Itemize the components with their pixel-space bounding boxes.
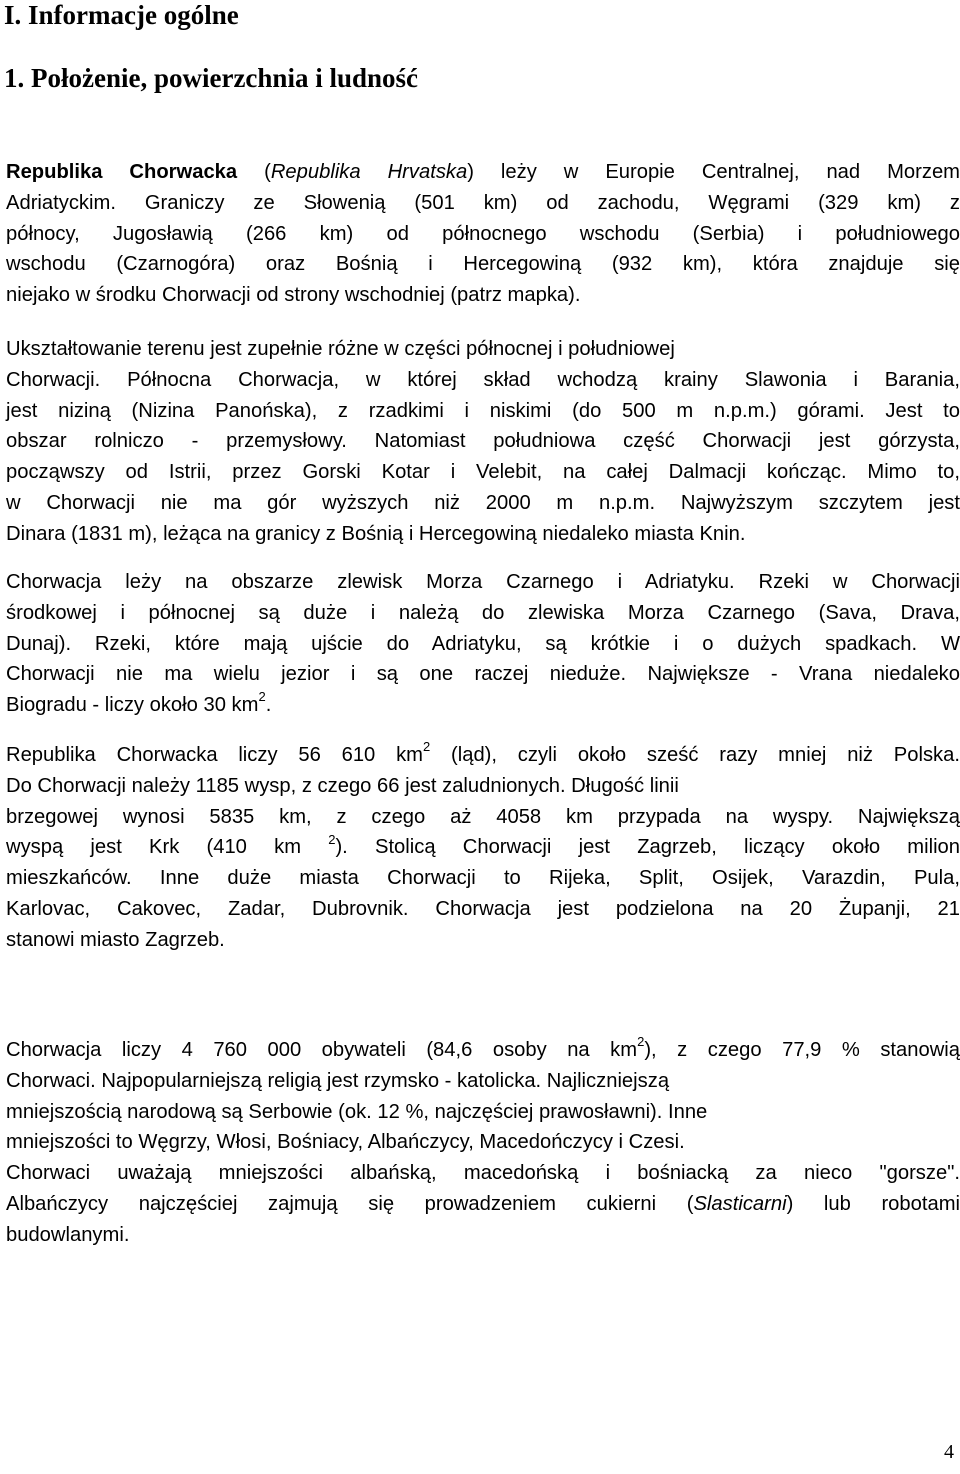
text-line: Do Chorwacji należy 1185 wysp, z czego 66 jest zaludnionych. Długość linii [6,774,679,797]
text-line: brzegowej wynosi 5835 km, z czego aż 4058 km przypada na wyspy. Największą [6,805,960,828]
text-line: stanowi miasto Zagrzeb. [6,928,225,951]
text-fragment: Albańczycy najczęściej zajmują się prowadzeniem cukierni ( [6,1192,694,1215]
text-line: Chorwacji. Północna Chorwacja, w której skład wchodzą krainy Slawonia i Barania, [6,368,960,391]
text-line: Adriatyckim. Graniczy ze Słowenią (501 km) od zachodu, Węgrami (329 km) z [6,191,960,214]
text-fragment: Republika Chorwacka liczy 56 610 km [6,744,423,766]
native-name: Republika Hrvatska [270,161,468,183]
text-fragment: ( [237,161,271,183]
text-line: obszar rolniczo - przemysłowy. Natomiast południowa część Chorwacji jest górzysta, [6,430,960,453]
text-line: Dunaj). Rzeki, które mają ujście do Adriatyku, są krótkie i o dużych spadkach. W [6,632,960,655]
text-line: Chorwacji nie ma wielu jezior i są one raczej niedużе. Największe - Vrana niedaleko [6,663,960,686]
text-line [6,690,960,721]
text-line: Ukształtowanie terenu jest zupełnie różne w części północnej i południowej [6,338,675,360]
text-line [6,157,960,188]
superscript: 2 [637,1034,645,1050]
text-line: niejako w środku Chorwacji od strony wschodniej (patrz mapka). [6,284,581,307]
text-fragment: (ląd), czyli około sześć razy mniej niż Polska. [430,744,960,766]
superscript: 2 [422,739,431,755]
superscript: 2 [258,689,266,705]
text-fragment: Biogradu - liczy około 30 km [6,694,259,717]
text-fragment: ). Stolicą Chorwacji jest Zagrzeb, liczący około milion [335,836,960,859]
text-line: Chorwacja leży na obszarze zlewisk Morza Czarnego i Adriatyku. Rzeki w Chorwacji [6,571,960,593]
paragraph-rivers [6,567,960,721]
text-line [6,832,960,863]
text-line [6,740,960,771]
text-line: wschodu (Czarnogóra) oraz Bośnią i Hercegowiną (932 km), która znajduje się [6,253,960,276]
text-fragment: Chorwacja liczy 4 760 000 obywateli (84,6 osoby na km [6,1039,638,1061]
text-line [6,1035,960,1066]
text-line: budowlanymi. [6,1223,130,1246]
text-line [6,1189,960,1220]
page-number: 4 [944,1441,954,1463]
text-line: w Chorwacji nie ma gór wyższych niż 2000 m n.p.m. Najwyższym szczytem jest [6,491,960,514]
italic-term: Slasticarni [693,1192,787,1215]
superscript: 2 [328,831,336,847]
paragraph-population [6,1035,960,1251]
paragraph-terrain [6,334,960,550]
text-line: mieszkańców. Inne duże miasta Chorwacji to Rijeka, Split, Osijek, Varazdin, Pula, [6,867,960,890]
text-line: Dinara (1831 m), leżąca na granicy z Bośnią i Hercegowiną niedaleko miasta Knin. [6,522,746,545]
paragraph-location [6,157,960,311]
text-line: północy, Jugosławią (266 km) od północnego wschodu (Serbia) i południowego [6,222,960,245]
text-line: mniejszości to Węgrzy, Włosi, Bośniacy, Albańczycy, Macedończycy i Czesi. [6,1131,685,1154]
text-fragment: . [265,694,272,717]
text-line: Chorwaci. Najpopularniejszą religią jest rzymsko - katolicka. Najliczniejszą [6,1069,670,1092]
text-line: począwszy od Istrii, przez Gorski Kotar i Velebit, na całej Dalmacji kończąc. Mimo to, [6,461,960,484]
country-name: Republika Chorwacka [6,161,238,183]
text-line: mniejszością narodową są Serbowie (ok. 12 %, najczęściej prawosławni). Inne [6,1100,708,1123]
text-fragment: ), z czego 77,9 % stanowią [644,1039,960,1061]
paragraph-area [6,740,960,956]
text-fragment: wyspą jest Krk (410 km [6,836,329,859]
text-line: jest niziną (Nizina Panońska), z rzadkimi i niskimi (do 500 m n.p.m.) górami. Jest to [6,399,960,422]
section-heading: 1. Położenie, powierzchnia i ludność [4,63,418,93]
text-fragment: ) leży w Europie Centralnej, nad Morzem [467,161,960,183]
text-line: środkowej i północnej są duże i należą do zlewiska Morza Czarnego (Sava, Drava, [6,601,960,624]
text-line: Karlovac, Cakovec, Zadar, Dubrovnik. Chorwacja jest podzielona na 20 Żupanji, 21 [6,897,960,920]
text-fragment: ) lub robotami [786,1192,960,1215]
document-title: I. Informacje ogólne [4,0,239,30]
text-line: Chorwaci uważają mniejszości albańską, macedońską i bośniacką za nieco "gorsze". [6,1162,960,1185]
